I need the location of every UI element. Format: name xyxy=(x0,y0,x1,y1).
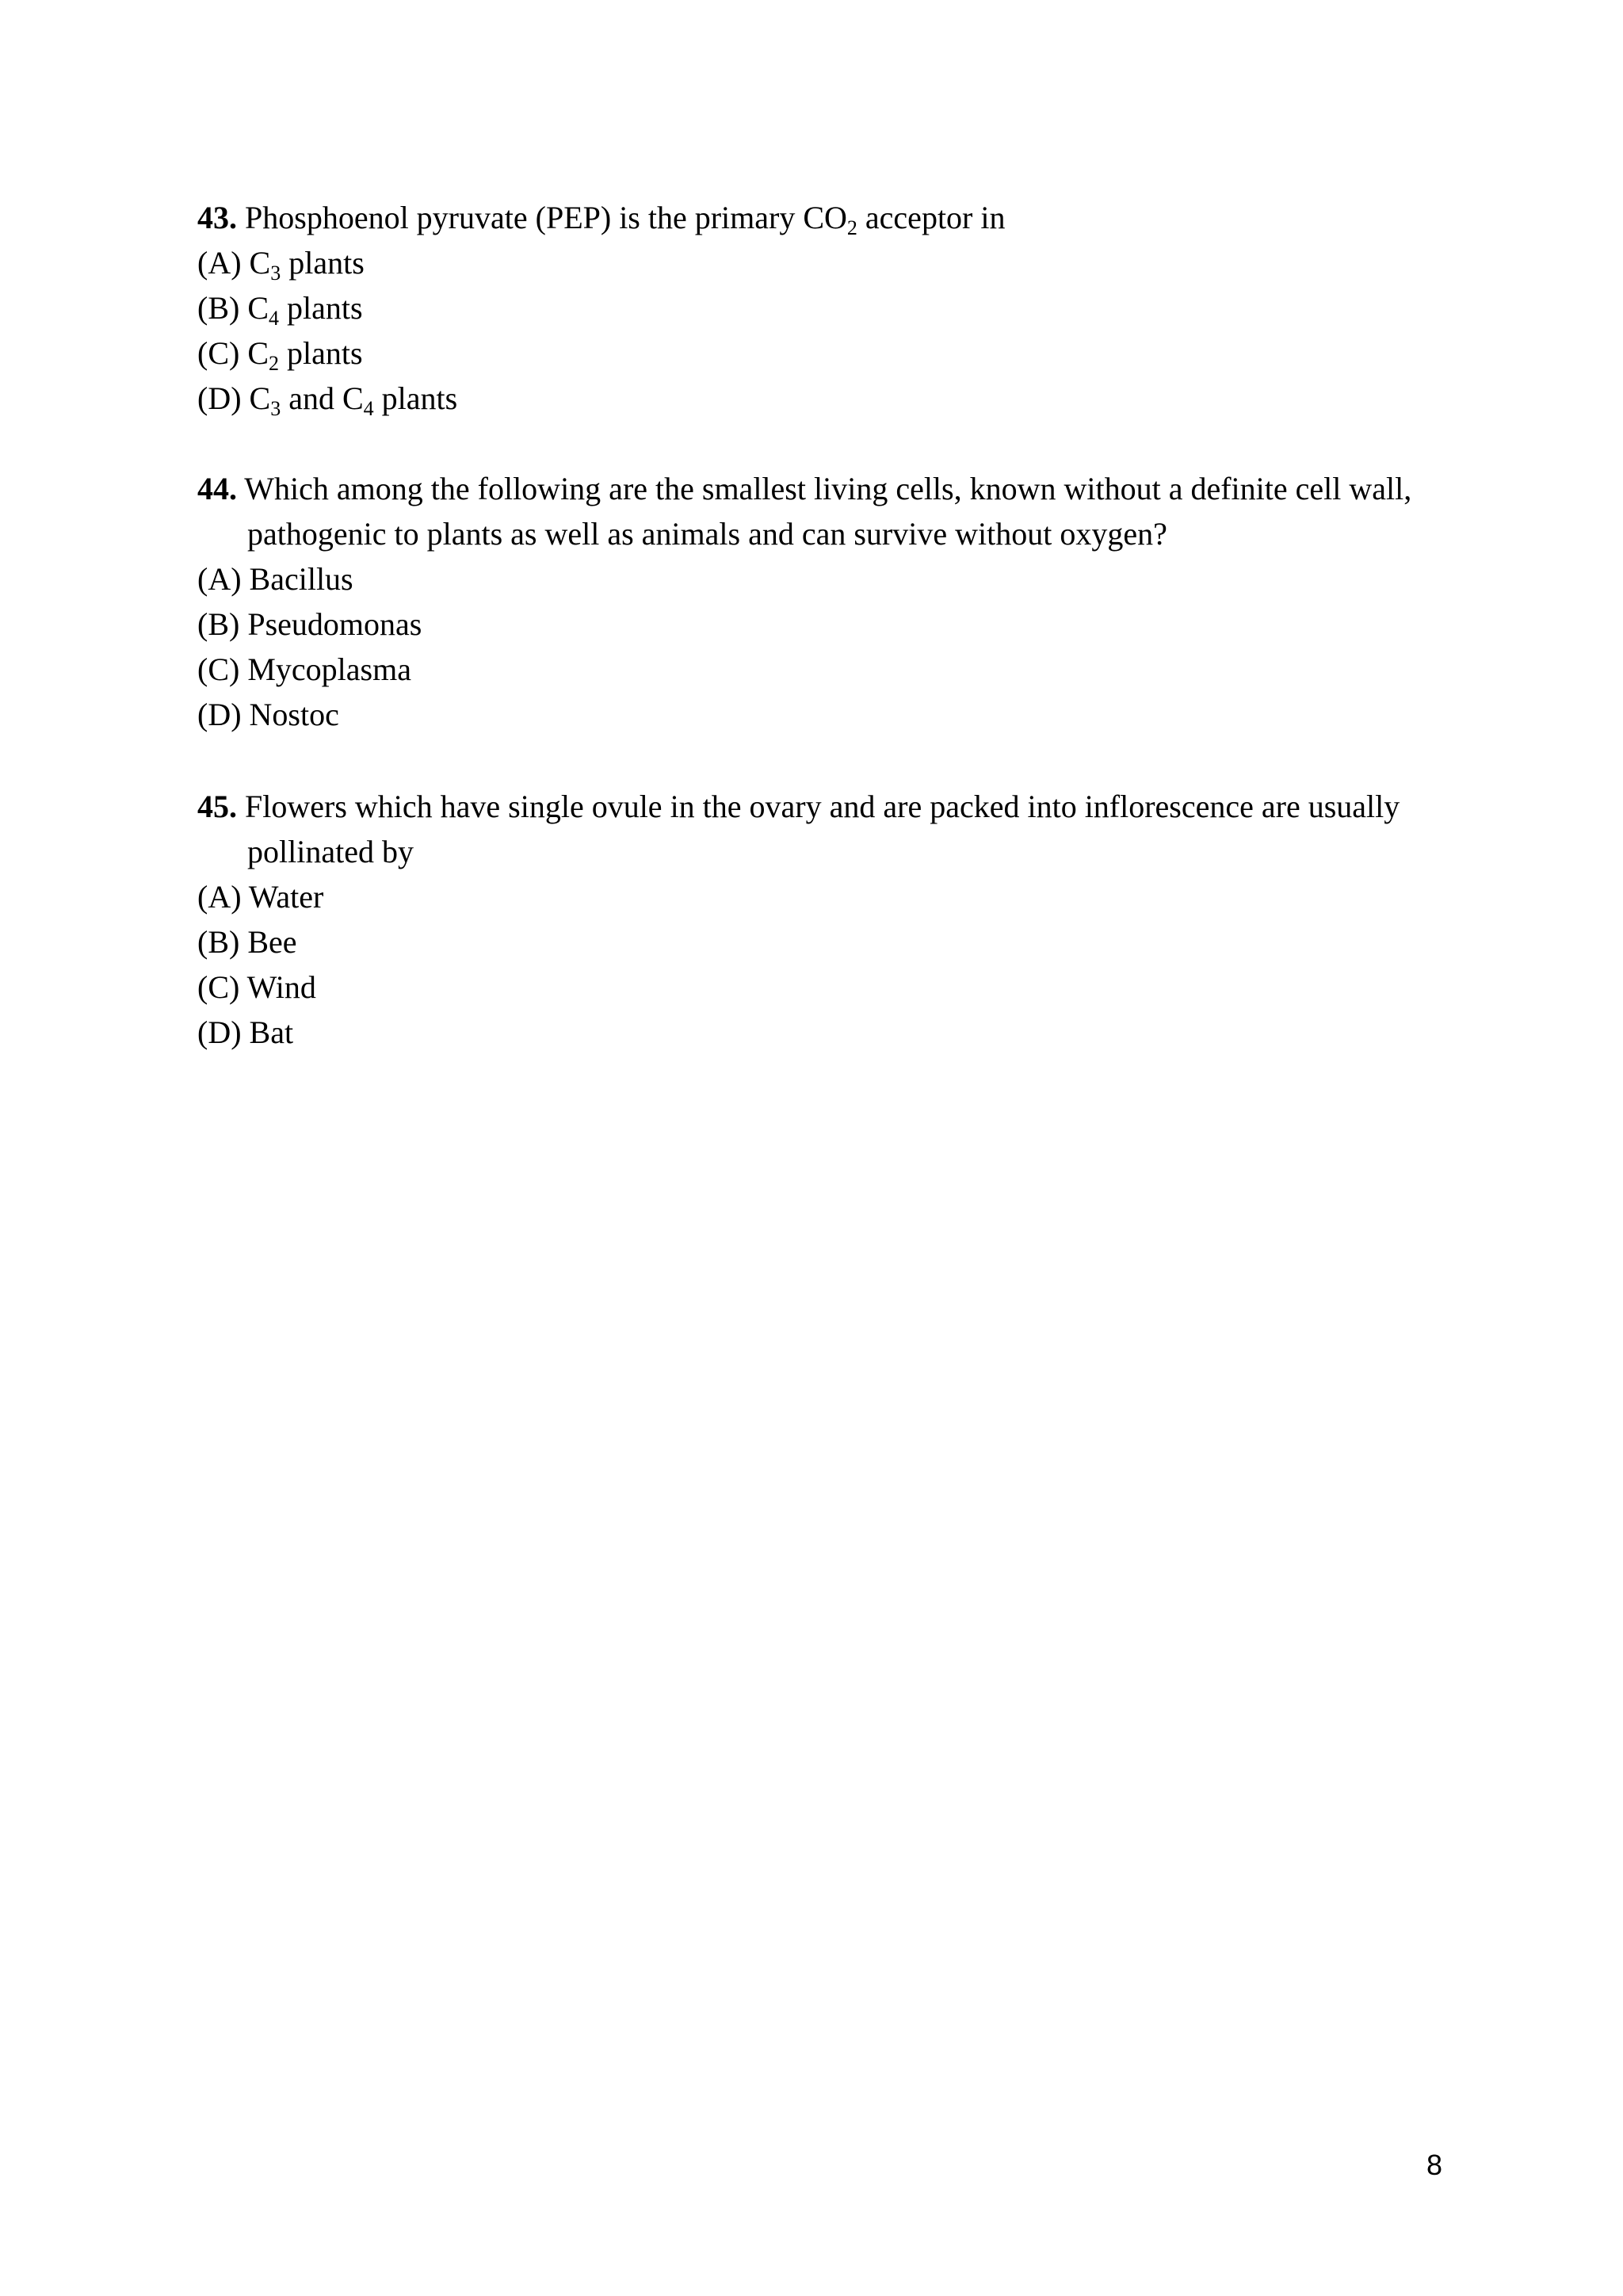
question-43 xyxy=(197,195,1434,421)
option-text-mid: and C xyxy=(281,380,364,416)
option-subscript-2: 4 xyxy=(363,397,374,420)
question-45-stem-text: Flowers which have single ovule in the ovary and are packed into inflorescence are usually pollinated by xyxy=(245,789,1400,869)
question-45 xyxy=(197,784,1434,1055)
question-45-stem xyxy=(197,784,1434,874)
question-43-stem xyxy=(197,195,1434,240)
question-44-option-a: (A) Bacillus xyxy=(197,561,353,597)
question-45-option-c: (C) Wind xyxy=(197,969,316,1005)
question-43-stem-text: Phosphoenol pyruvate (PEP) is the primary CO xyxy=(245,200,847,235)
question-43-number: 43. xyxy=(197,200,237,235)
option-subscript: 3 xyxy=(270,262,281,285)
option-subscript: 4 xyxy=(269,307,279,330)
option-text: plants xyxy=(279,290,363,326)
question-44-number: 44. xyxy=(197,471,237,506)
question-44-option-c: (C) Mycoplasma xyxy=(197,651,411,687)
question-45-option-b: (B) Bee xyxy=(197,924,297,960)
option-text: plants xyxy=(373,380,458,416)
option-label: (B) C xyxy=(197,290,269,326)
page-number: 8 xyxy=(1426,2149,1442,2181)
option-label: (C) C xyxy=(197,335,269,371)
option-text: plants xyxy=(279,335,363,371)
question-45-number: 45. xyxy=(197,789,237,824)
question-44-stem-text: Which among the following are the smallest living cells, known without a definite cell wall, pathogenic to plants as well as animals and can survive without oxygen? xyxy=(244,471,1412,552)
question-44-stem xyxy=(197,466,1434,556)
question-43-option-d xyxy=(197,376,1434,421)
question-43-stem-subscript: 2 xyxy=(846,216,857,239)
question-44-option-b: (B) Pseudomonas xyxy=(197,606,422,642)
question-45-option-d: (D) Bat xyxy=(197,1014,294,1050)
question-43-option-a xyxy=(197,240,1434,285)
question-45-option-a: (A) Water xyxy=(197,879,324,915)
option-subscript: 2 xyxy=(269,352,279,375)
option-label: (A) C xyxy=(197,245,271,281)
option-label: (D) C xyxy=(197,380,271,416)
question-43-option-b xyxy=(197,285,1434,330)
option-text: plants xyxy=(281,245,365,281)
question-43-option-c xyxy=(197,330,1434,376)
question-44-option-d: (D) Nostoc xyxy=(197,697,339,732)
question-44 xyxy=(197,466,1434,737)
question-43-stem-text-end: acceptor in xyxy=(857,200,1006,235)
option-subscript: 3 xyxy=(270,397,281,420)
